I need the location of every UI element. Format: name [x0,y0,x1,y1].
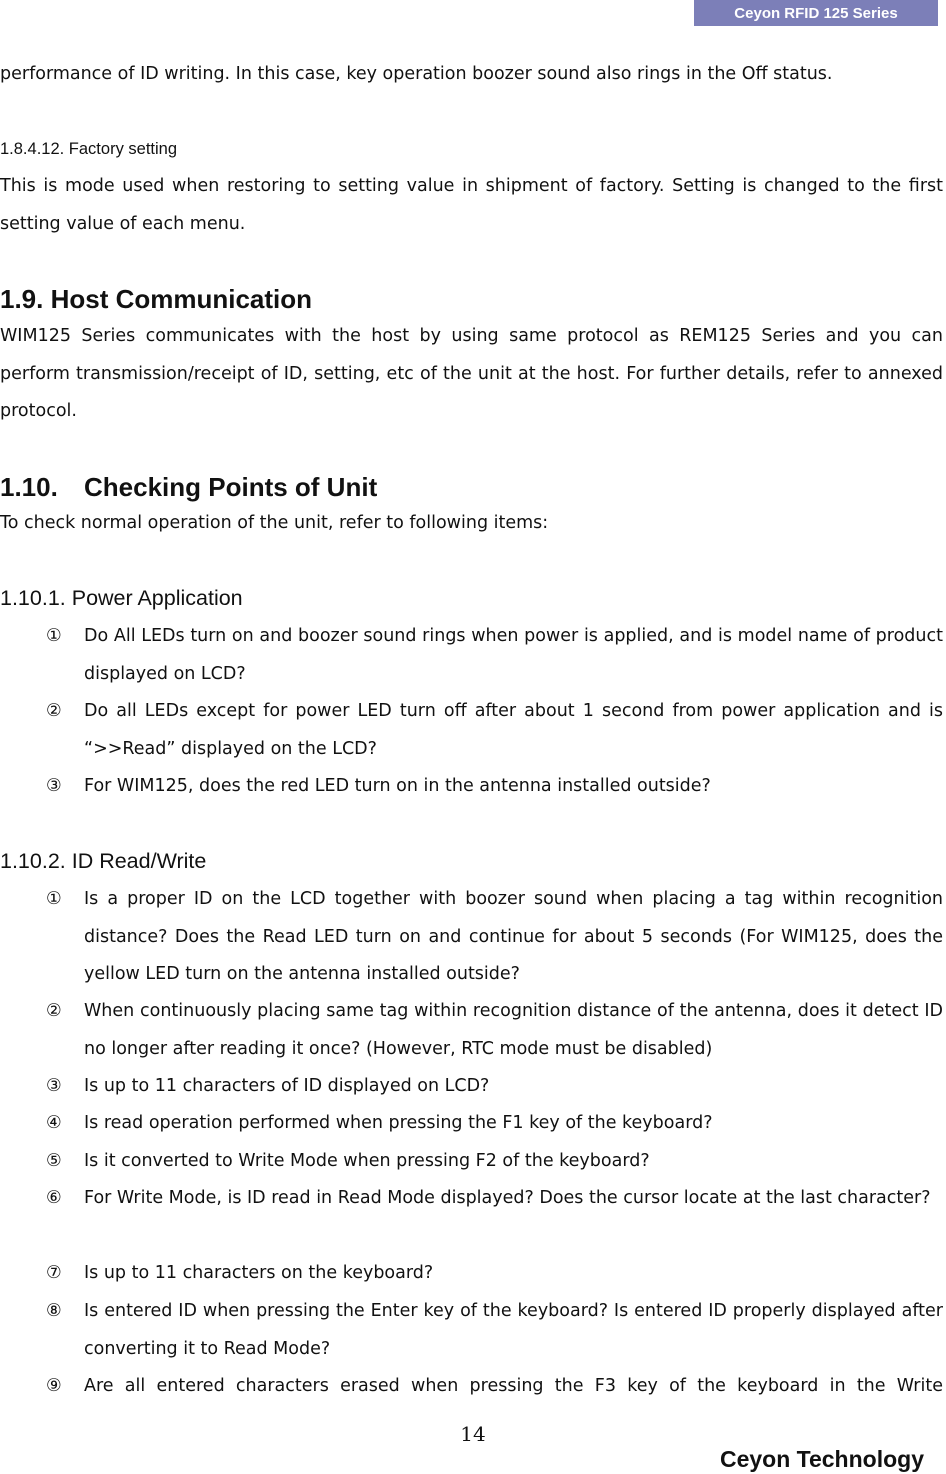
list-item-text: For Write Mode, is ID read in Read Mode displayed? Does the cursor locate at the last character? [84,1188,931,1208]
host-communication-body: WIM125 Series communicates with the host by using same protocol as REM125 Series and you can perform transmission/receipt of ID, setting, etc of the unit at the host. For further details, refer to annexed protocol. [0,326,943,421]
list-item-text: For WIM125, does the red LED turn on in the antenna installed outside? [84,776,711,796]
list-marker: ⑨ [46,1376,62,1396]
list-item-text: Is a proper ID on the LCD together with boozer sound when placing a tag within recognition distance? Does the Read LED turn on and continue for about 5 seconds (For WIM125, does the yellow LED turn on the antenna installed outside? [84,889,943,984]
list-item-text: Do All LEDs turn on and boozer sound rings when power is applied, and is model name of product displayed on LCD? [84,626,943,684]
id-read-write-heading: 1.10.2. ID Read/Write [0,849,207,873]
list-marker: ① [46,889,62,909]
power-application-heading: 1.10.1. Power Application [0,586,243,610]
list-marker: ④ [46,1113,62,1133]
list-marker: ③ [46,776,62,796]
list-marker: ③ [46,1076,62,1096]
page-number: 14 [460,1422,486,1446]
list-marker: ① [46,626,62,646]
footer-company-name: Ceyon Technology [719,1446,924,1472]
factory-setting-body: This is mode used when restoring to setting value in shipment of factory. Setting is changed to the first setting value of each menu. [0,176,943,234]
list-item-text: Is read operation performed when pressing the F1 key of the keyboard? [84,1113,713,1133]
checking-points-heading [0,472,377,503]
checking-points-body: To check normal operation of the unit, refer to following items: [0,513,549,533]
checking-points-number: 1.10. [0,472,58,502]
list-item-text: When continuously placing same tag within recognition distance of the antenna, does it detect ID no longer after reading it once? (However, RTC mode must be disabled) [84,1001,943,1059]
list-item-text: Is up to 11 characters of ID displayed on LCD? [84,1076,490,1096]
list-item-text: Is up to 11 characters on the keyboard? [84,1263,434,1283]
list-item-text: Is it converted to Write Mode when pressing F2 of the keyboard? [84,1151,650,1171]
factory-setting-heading: 1.8.4.12. Factory setting [0,140,178,158]
header-series-badge: Ceyon RFID 125 Series [694,0,938,26]
list-marker: ② [46,1001,62,1021]
list-marker: ⑥ [46,1188,62,1208]
intro-paragraph: performance of ID writing. In this case, key operation boozer sound also rings in the Off status. [0,64,833,84]
host-communication-heading: 1.9. Host Communication [0,284,313,314]
list-item-text: Is entered ID when pressing the Enter key of the keyboard? Is entered ID properly displayed after converting it to Read Mode? [84,1301,943,1359]
list-marker: ⑤ [46,1151,62,1171]
checking-points-title: Checking Points of Unit [84,472,378,502]
list-item-text: Do all LEDs except for power LED turn off after about 1 second from power application and is “>>Read” displayed on the LCD? [84,701,943,759]
list-marker: ⑧ [46,1301,62,1321]
list-marker: ② [46,701,62,721]
list-item-text: Are all entered characters erased when pressing the F3 key of the keyboard in the Write [84,1376,943,1396]
list-marker: ⑦ [46,1263,62,1283]
